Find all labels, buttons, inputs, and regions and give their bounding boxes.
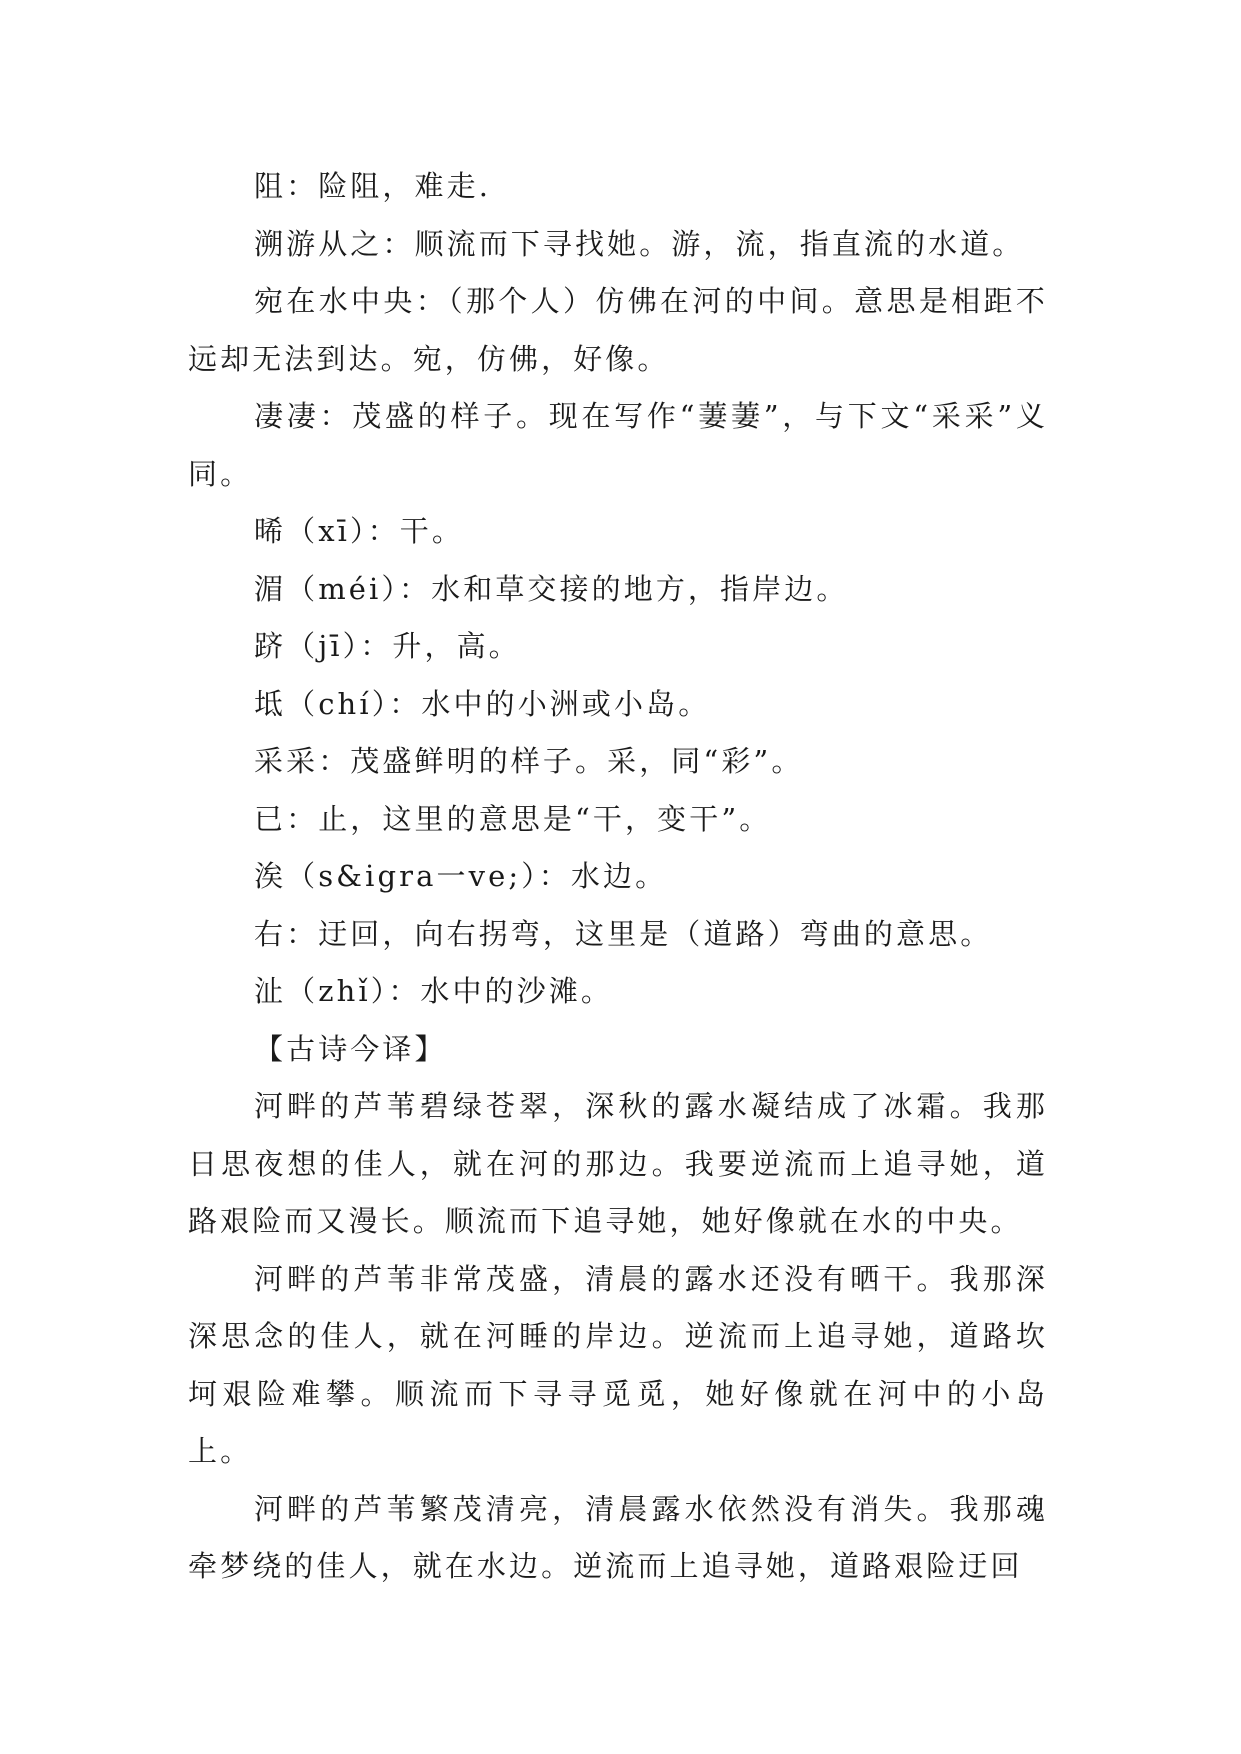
translation-paragraph: 河畔的芦苇非常茂盛，清晨的露水还没有晒干。我那深深思念的佳人，就在河睡的岸边。逆流而上追寻她，道路坎坷艰险难攀。顺流而下寻寻觅觅，她好像就在河中的小岛上。	[188, 1261, 1048, 1468]
note-item: 湄（méi）：水和草交接的地方，指岸边。	[254, 571, 849, 606]
note-item: 阻：险阻，难走.	[254, 169, 492, 203]
note-item: 溯游从之：顺流而下寻找她。游，流，指直流的水道。	[254, 226, 1025, 261]
note-item: 晞（xī）：干。	[254, 514, 464, 548]
translation-paragraph: 河畔的芦苇碧绿苍翠，深秋的露水凝结成了冰霜。我那日思夜想的佳人，就在河的那边。我要逆流而上追寻她，道路艰险而又漫长。顺流而下追寻她，她好像就在水的中央。	[188, 1089, 1048, 1238]
translation-paragraph: 河畔的芦苇繁茂清亮，清晨露水依然没有消失。我那魂牵梦绕的佳人，就在水边。逆流而上追寻她，道路艰险迂回	[188, 1491, 1048, 1583]
note-item: 沚（zhǐ）：水中的沙滩。	[254, 974, 614, 1008]
note-item: 宛在水中央：（那个人）仿佛在河的中间。意思是相距不远却无法到达。宛，仿佛，好像。	[188, 284, 1048, 376]
note-item: 右：迂回，向右拐弯，这里是（道路）弯曲的意思。	[254, 916, 993, 951]
document-body	[188, 158, 1048, 1596]
note-item: 凄凄：茂盛的样子。现在写作“萋萋”，与下文“采采”义同。	[188, 399, 1048, 491]
note-item: 涘（s&igra一ve;）：水边。	[254, 859, 668, 893]
note-item: 跻（jī）：升，高。	[254, 629, 521, 663]
note-item: 采采：茂盛鲜明的样子。采，同“彩”。	[254, 744, 804, 778]
section-heading: 【古诗今译】	[254, 1031, 447, 1066]
note-item: 已：止，这里的意思是“干，变干”。	[254, 801, 772, 836]
note-item: 坻（chí）：水中的小洲或小岛。	[254, 686, 711, 721]
